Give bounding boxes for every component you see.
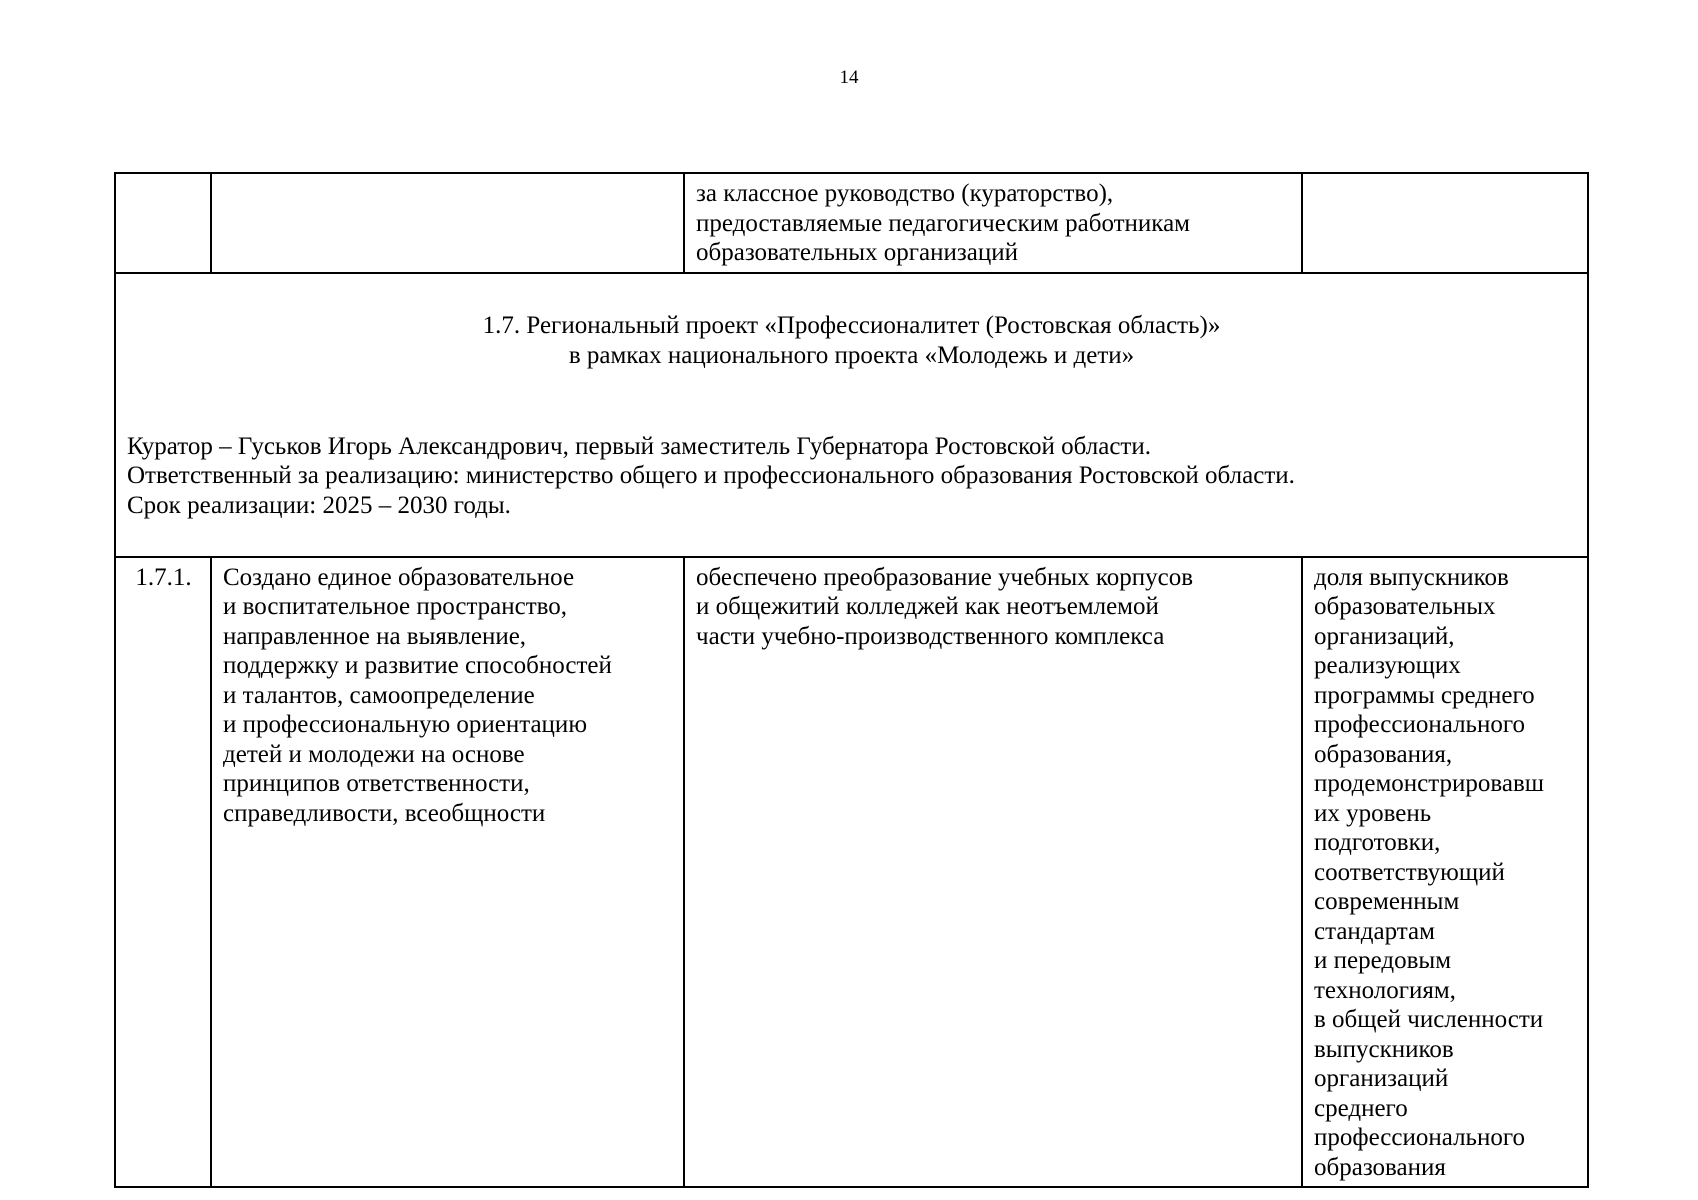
section-info bbox=[127, 432, 1576, 521]
table-row-continuation bbox=[115, 173, 1588, 273]
item-goal: Создано единое образовательное и воспитательное пространство, направленное на выявление, поддержку и развитие способностей и талантов, самоопределение и профессиональную ориентацию детей и молодежи на основе принципов ответственности, справедливости, всеобщности bbox=[211, 557, 684, 1188]
section-heading: 1.7. Региональный проект «Профессионалитет (Ростовская область)» в рамках национального проекта «Молодежь и дети» bbox=[482, 312, 1221, 369]
cell-task: за классное руководство (кураторство), предоставляемые педагогическим работникам образовательных организаций bbox=[684, 173, 1302, 273]
section-responsible: Ответственный за реализацию: министерство общего и профессионального образования Ростовской области. bbox=[127, 462, 1295, 489]
item-indicator: доля выпускников образовательных организаций, реализующих программы среднего профессионального образования, продемонстрировавш их уровень подготовки, соответствующий современным стандартам и передовым технологиям, в общей численности выпускников организаций среднего профессионального образования bbox=[1302, 557, 1588, 1188]
cell-goal bbox=[211, 173, 684, 273]
cell-number bbox=[115, 173, 211, 273]
section-cell bbox=[115, 273, 1588, 557]
item-number: 1.7.1. bbox=[115, 557, 211, 1188]
section-period: Срок реализации: 2025 – 2030 годы. bbox=[127, 491, 511, 519]
table-row-section bbox=[115, 273, 1588, 557]
program-table bbox=[114, 172, 1589, 1188]
cell-indicator bbox=[1302, 173, 1588, 273]
page-number: 14 bbox=[839, 67, 859, 88]
item-task: обеспечено преобразование учебных корпусов и общежитий колледжей как неотъемлемой части учебно-производственного комплекса bbox=[684, 557, 1302, 1188]
section-curator: Куратор – Гуськов Игорь Александрович, первый заместитель Губернатора Ростовской области. bbox=[127, 432, 1151, 460]
table-row-item bbox=[115, 557, 1588, 1188]
